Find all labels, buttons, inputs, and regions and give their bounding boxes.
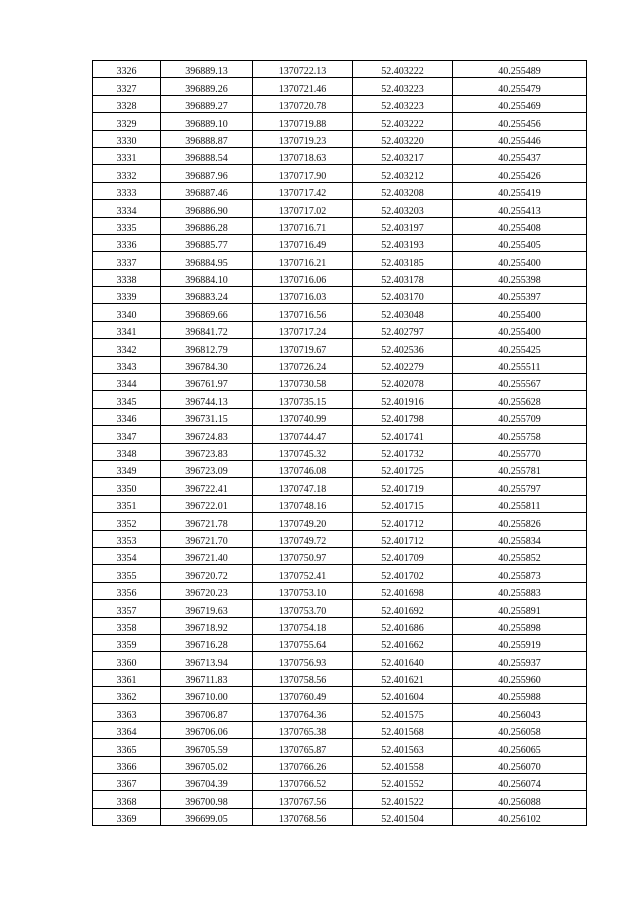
x-coordinate-cell: 396841.72 (161, 321, 253, 338)
table-row (93, 495, 587, 512)
table-row (93, 808, 587, 825)
table-row (93, 756, 587, 773)
latitude-cell: 52.401712 (353, 513, 453, 530)
latitude-cell: 52.401709 (353, 547, 453, 564)
x-coordinate-cell: 396721.40 (161, 547, 253, 564)
point-number-cell: 3330 (93, 130, 161, 147)
latitude-cell: 52.403178 (353, 269, 453, 286)
latitude-cell: 52.401798 (353, 408, 453, 425)
table-row (93, 617, 587, 634)
point-number-cell: 3339 (93, 287, 161, 304)
longitude-cell: 40.255437 (453, 147, 587, 164)
x-coordinate-cell: 396883.24 (161, 287, 253, 304)
x-coordinate-cell: 396724.83 (161, 426, 253, 443)
x-coordinate-cell: 396720.72 (161, 565, 253, 582)
point-number-cell: 3338 (93, 269, 161, 286)
y-coordinate-cell: 1370716.56 (253, 304, 353, 321)
point-number-cell: 3329 (93, 113, 161, 130)
y-coordinate-cell: 1370716.71 (253, 217, 353, 234)
latitude-cell: 52.401563 (353, 739, 453, 756)
coordinates-table-body (93, 61, 587, 826)
latitude-cell: 52.403223 (353, 78, 453, 95)
longitude-cell: 40.255709 (453, 408, 587, 425)
y-coordinate-cell: 1370717.90 (253, 165, 353, 182)
y-coordinate-cell: 1370744.47 (253, 426, 353, 443)
x-coordinate-cell: 396812.79 (161, 339, 253, 356)
point-number-cell: 3356 (93, 582, 161, 599)
latitude-cell: 52.401698 (353, 582, 453, 599)
y-coordinate-cell: 1370747.18 (253, 478, 353, 495)
longitude-cell: 40.256058 (453, 721, 587, 738)
longitude-cell: 40.255408 (453, 217, 587, 234)
x-coordinate-cell: 396784.30 (161, 356, 253, 373)
x-coordinate-cell: 396744.13 (161, 391, 253, 408)
latitude-cell: 52.402797 (353, 321, 453, 338)
table-row (93, 182, 587, 199)
y-coordinate-cell: 1370730.58 (253, 374, 353, 391)
latitude-cell: 52.401725 (353, 460, 453, 477)
x-coordinate-cell: 396886.90 (161, 200, 253, 217)
point-number-cell: 3335 (93, 217, 161, 234)
point-number-cell: 3348 (93, 443, 161, 460)
table-row (93, 165, 587, 182)
point-number-cell: 3359 (93, 634, 161, 651)
x-coordinate-cell: 396889.27 (161, 95, 253, 112)
latitude-cell: 52.401712 (353, 530, 453, 547)
latitude-cell: 52.403197 (353, 217, 453, 234)
longitude-cell: 40.255400 (453, 304, 587, 321)
longitude-cell: 40.256102 (453, 808, 587, 825)
point-number-cell: 3357 (93, 600, 161, 617)
y-coordinate-cell: 1370719.67 (253, 339, 353, 356)
latitude-cell: 52.401621 (353, 669, 453, 686)
point-number-cell: 3327 (93, 78, 161, 95)
x-coordinate-cell: 396761.97 (161, 374, 253, 391)
longitude-cell: 40.255405 (453, 234, 587, 251)
y-coordinate-cell: 1370735.15 (253, 391, 353, 408)
latitude-cell: 52.402078 (353, 374, 453, 391)
table-row (93, 460, 587, 477)
longitude-cell: 40.255511 (453, 356, 587, 373)
table-row (93, 130, 587, 147)
table-row (93, 287, 587, 304)
table-row (93, 426, 587, 443)
x-coordinate-cell: 396886.28 (161, 217, 253, 234)
x-coordinate-cell: 396699.05 (161, 808, 253, 825)
table-row (93, 739, 587, 756)
y-coordinate-cell: 1370716.06 (253, 269, 353, 286)
x-coordinate-cell: 396723.83 (161, 443, 253, 460)
longitude-cell: 40.255397 (453, 287, 587, 304)
longitude-cell: 40.255426 (453, 165, 587, 182)
longitude-cell: 40.255479 (453, 78, 587, 95)
point-number-cell: 3343 (93, 356, 161, 373)
x-coordinate-cell: 396889.26 (161, 78, 253, 95)
y-coordinate-cell: 1370719.88 (253, 113, 353, 130)
table-row (93, 374, 587, 391)
y-coordinate-cell: 1370726.24 (253, 356, 353, 373)
table-row (93, 547, 587, 564)
longitude-cell: 40.255419 (453, 182, 587, 199)
table-row (93, 478, 587, 495)
longitude-cell: 40.255758 (453, 426, 587, 443)
latitude-cell: 52.401640 (353, 652, 453, 669)
longitude-cell: 40.255400 (453, 321, 587, 338)
point-number-cell: 3350 (93, 478, 161, 495)
longitude-cell: 40.255826 (453, 513, 587, 530)
longitude-cell: 40.255873 (453, 565, 587, 582)
point-number-cell: 3328 (93, 95, 161, 112)
longitude-cell: 40.255456 (453, 113, 587, 130)
latitude-cell: 52.401715 (353, 495, 453, 512)
point-number-cell: 3337 (93, 252, 161, 269)
latitude-cell: 52.401604 (353, 687, 453, 704)
table-row (93, 565, 587, 582)
table-row (93, 95, 587, 112)
table-row (93, 78, 587, 95)
y-coordinate-cell: 1370749.72 (253, 530, 353, 547)
longitude-cell: 40.256043 (453, 704, 587, 721)
latitude-cell: 52.403212 (353, 165, 453, 182)
y-coordinate-cell: 1370717.24 (253, 321, 353, 338)
point-number-cell: 3354 (93, 547, 161, 564)
x-coordinate-cell: 396710.00 (161, 687, 253, 704)
longitude-cell: 40.255834 (453, 530, 587, 547)
x-coordinate-cell: 396718.92 (161, 617, 253, 634)
y-coordinate-cell: 1370766.52 (253, 774, 353, 791)
x-coordinate-cell: 396888.54 (161, 147, 253, 164)
x-coordinate-cell: 396887.96 (161, 165, 253, 182)
y-coordinate-cell: 1370748.16 (253, 495, 353, 512)
y-coordinate-cell: 1370765.87 (253, 739, 353, 756)
y-coordinate-cell: 1370752.41 (253, 565, 353, 582)
latitude-cell: 52.403170 (353, 287, 453, 304)
table-row (93, 234, 587, 251)
latitude-cell: 52.403223 (353, 95, 453, 112)
longitude-cell: 40.255446 (453, 130, 587, 147)
latitude-cell: 52.401702 (353, 565, 453, 582)
table-row (93, 774, 587, 791)
x-coordinate-cell: 396721.70 (161, 530, 253, 547)
y-coordinate-cell: 1370749.20 (253, 513, 353, 530)
latitude-cell: 52.403203 (353, 200, 453, 217)
table-row (93, 252, 587, 269)
latitude-cell: 52.401552 (353, 774, 453, 791)
table-row (93, 634, 587, 651)
table-row (93, 721, 587, 738)
longitude-cell: 40.255919 (453, 634, 587, 651)
x-coordinate-cell: 396704.39 (161, 774, 253, 791)
point-number-cell: 3355 (93, 565, 161, 582)
latitude-cell: 52.401732 (353, 443, 453, 460)
point-number-cell: 3353 (93, 530, 161, 547)
y-coordinate-cell: 1370718.63 (253, 147, 353, 164)
latitude-cell: 52.403193 (353, 234, 453, 251)
y-coordinate-cell: 1370764.36 (253, 704, 353, 721)
longitude-cell: 40.256088 (453, 791, 587, 808)
table-row (93, 147, 587, 164)
point-number-cell: 3341 (93, 321, 161, 338)
latitude-cell: 52.401575 (353, 704, 453, 721)
longitude-cell: 40.255398 (453, 269, 587, 286)
longitude-cell: 40.255988 (453, 687, 587, 704)
table-row (93, 513, 587, 530)
table-row (93, 356, 587, 373)
point-number-cell: 3358 (93, 617, 161, 634)
table-row (93, 704, 587, 721)
latitude-cell: 52.401692 (353, 600, 453, 617)
x-coordinate-cell: 396731.15 (161, 408, 253, 425)
latitude-cell: 52.401686 (353, 617, 453, 634)
longitude-cell: 40.255960 (453, 669, 587, 686)
longitude-cell: 40.256070 (453, 756, 587, 773)
x-coordinate-cell: 396888.87 (161, 130, 253, 147)
point-number-cell: 3333 (93, 182, 161, 199)
x-coordinate-cell: 396716.28 (161, 634, 253, 651)
table-row (93, 113, 587, 130)
latitude-cell: 52.401741 (353, 426, 453, 443)
x-coordinate-cell: 396723.09 (161, 460, 253, 477)
latitude-cell: 52.401522 (353, 791, 453, 808)
y-coordinate-cell: 1370722.13 (253, 61, 353, 78)
point-number-cell: 3331 (93, 147, 161, 164)
table-row (93, 61, 587, 78)
y-coordinate-cell: 1370753.10 (253, 582, 353, 599)
latitude-cell: 52.403222 (353, 113, 453, 130)
point-number-cell: 3342 (93, 339, 161, 356)
longitude-cell: 40.255891 (453, 600, 587, 617)
table-row (93, 582, 587, 599)
table-row (93, 200, 587, 217)
x-coordinate-cell: 396706.87 (161, 704, 253, 721)
point-number-cell: 3367 (93, 774, 161, 791)
y-coordinate-cell: 1370717.42 (253, 182, 353, 199)
longitude-cell: 40.255400 (453, 252, 587, 269)
y-coordinate-cell: 1370765.38 (253, 721, 353, 738)
y-coordinate-cell: 1370720.78 (253, 95, 353, 112)
point-number-cell: 3351 (93, 495, 161, 512)
point-number-cell: 3332 (93, 165, 161, 182)
y-coordinate-cell: 1370716.03 (253, 287, 353, 304)
table-row (93, 669, 587, 686)
latitude-cell: 52.401662 (353, 634, 453, 651)
longitude-cell: 40.255811 (453, 495, 587, 512)
longitude-cell: 40.255797 (453, 478, 587, 495)
x-coordinate-cell: 396721.78 (161, 513, 253, 530)
point-number-cell: 3368 (93, 791, 161, 808)
y-coordinate-cell: 1370716.21 (253, 252, 353, 269)
y-coordinate-cell: 1370766.26 (253, 756, 353, 773)
point-number-cell: 3346 (93, 408, 161, 425)
table-row (93, 443, 587, 460)
table-row (93, 600, 587, 617)
latitude-cell: 52.403217 (353, 147, 453, 164)
x-coordinate-cell: 396705.02 (161, 756, 253, 773)
x-coordinate-cell: 396889.10 (161, 113, 253, 130)
y-coordinate-cell: 1370768.56 (253, 808, 353, 825)
point-number-cell: 3362 (93, 687, 161, 704)
table-row (93, 304, 587, 321)
latitude-cell: 52.403220 (353, 130, 453, 147)
table-row (93, 269, 587, 286)
point-number-cell: 3345 (93, 391, 161, 408)
y-coordinate-cell: 1370721.46 (253, 78, 353, 95)
table-row (93, 339, 587, 356)
y-coordinate-cell: 1370753.70 (253, 600, 353, 617)
latitude-cell: 52.401504 (353, 808, 453, 825)
point-number-cell: 3340 (93, 304, 161, 321)
longitude-cell: 40.255425 (453, 339, 587, 356)
longitude-cell: 40.255413 (453, 200, 587, 217)
point-number-cell: 3360 (93, 652, 161, 669)
point-number-cell: 3369 (93, 808, 161, 825)
x-coordinate-cell: 396889.13 (161, 61, 253, 78)
longitude-cell: 40.255937 (453, 652, 587, 669)
longitude-cell: 40.256065 (453, 739, 587, 756)
x-coordinate-cell: 396869.66 (161, 304, 253, 321)
table-row (93, 530, 587, 547)
latitude-cell: 52.403185 (353, 252, 453, 269)
table-row (93, 687, 587, 704)
longitude-cell: 40.255770 (453, 443, 587, 460)
latitude-cell: 52.401568 (353, 721, 453, 738)
point-number-cell: 3326 (93, 61, 161, 78)
y-coordinate-cell: 1370755.64 (253, 634, 353, 651)
longitude-cell: 40.255852 (453, 547, 587, 564)
coordinates-table (92, 60, 587, 826)
longitude-cell: 40.255469 (453, 95, 587, 112)
table-row (93, 321, 587, 338)
x-coordinate-cell: 396722.41 (161, 478, 253, 495)
table-row (93, 217, 587, 234)
latitude-cell: 52.402536 (353, 339, 453, 356)
y-coordinate-cell: 1370746.08 (253, 460, 353, 477)
longitude-cell: 40.255781 (453, 460, 587, 477)
point-number-cell: 3352 (93, 513, 161, 530)
latitude-cell: 52.402279 (353, 356, 453, 373)
y-coordinate-cell: 1370716.49 (253, 234, 353, 251)
x-coordinate-cell: 396885.77 (161, 234, 253, 251)
x-coordinate-cell: 396720.23 (161, 582, 253, 599)
y-coordinate-cell: 1370740.99 (253, 408, 353, 425)
table-row (93, 408, 587, 425)
y-coordinate-cell: 1370750.97 (253, 547, 353, 564)
latitude-cell: 52.403222 (353, 61, 453, 78)
latitude-cell: 52.401558 (353, 756, 453, 773)
latitude-cell: 52.401916 (353, 391, 453, 408)
latitude-cell: 52.401719 (353, 478, 453, 495)
longitude-cell: 40.255883 (453, 582, 587, 599)
y-coordinate-cell: 1370756.93 (253, 652, 353, 669)
point-number-cell: 3365 (93, 739, 161, 756)
longitude-cell: 40.255489 (453, 61, 587, 78)
table-row (93, 391, 587, 408)
point-number-cell: 3361 (93, 669, 161, 686)
longitude-cell: 40.255898 (453, 617, 587, 634)
point-number-cell: 3349 (93, 460, 161, 477)
x-coordinate-cell: 396700.98 (161, 791, 253, 808)
y-coordinate-cell: 1370717.02 (253, 200, 353, 217)
x-coordinate-cell: 396884.95 (161, 252, 253, 269)
longitude-cell: 40.256074 (453, 774, 587, 791)
y-coordinate-cell: 1370760.49 (253, 687, 353, 704)
longitude-cell: 40.255628 (453, 391, 587, 408)
x-coordinate-cell: 396706.06 (161, 721, 253, 738)
point-number-cell: 3336 (93, 234, 161, 251)
point-number-cell: 3344 (93, 374, 161, 391)
point-number-cell: 3364 (93, 721, 161, 738)
x-coordinate-cell: 396722.01 (161, 495, 253, 512)
y-coordinate-cell: 1370767.56 (253, 791, 353, 808)
x-coordinate-cell: 396713.94 (161, 652, 253, 669)
longitude-cell: 40.255567 (453, 374, 587, 391)
x-coordinate-cell: 396719.63 (161, 600, 253, 617)
point-number-cell: 3363 (93, 704, 161, 721)
y-coordinate-cell: 1370719.23 (253, 130, 353, 147)
x-coordinate-cell: 396711.83 (161, 669, 253, 686)
latitude-cell: 52.403208 (353, 182, 453, 199)
point-number-cell: 3334 (93, 200, 161, 217)
table-row (93, 652, 587, 669)
latitude-cell: 52.403048 (353, 304, 453, 321)
table-row (93, 791, 587, 808)
point-number-cell: 3347 (93, 426, 161, 443)
x-coordinate-cell: 396884.10 (161, 269, 253, 286)
y-coordinate-cell: 1370758.56 (253, 669, 353, 686)
y-coordinate-cell: 1370754.18 (253, 617, 353, 634)
y-coordinate-cell: 1370745.32 (253, 443, 353, 460)
x-coordinate-cell: 396705.59 (161, 739, 253, 756)
x-coordinate-cell: 396887.46 (161, 182, 253, 199)
point-number-cell: 3366 (93, 756, 161, 773)
